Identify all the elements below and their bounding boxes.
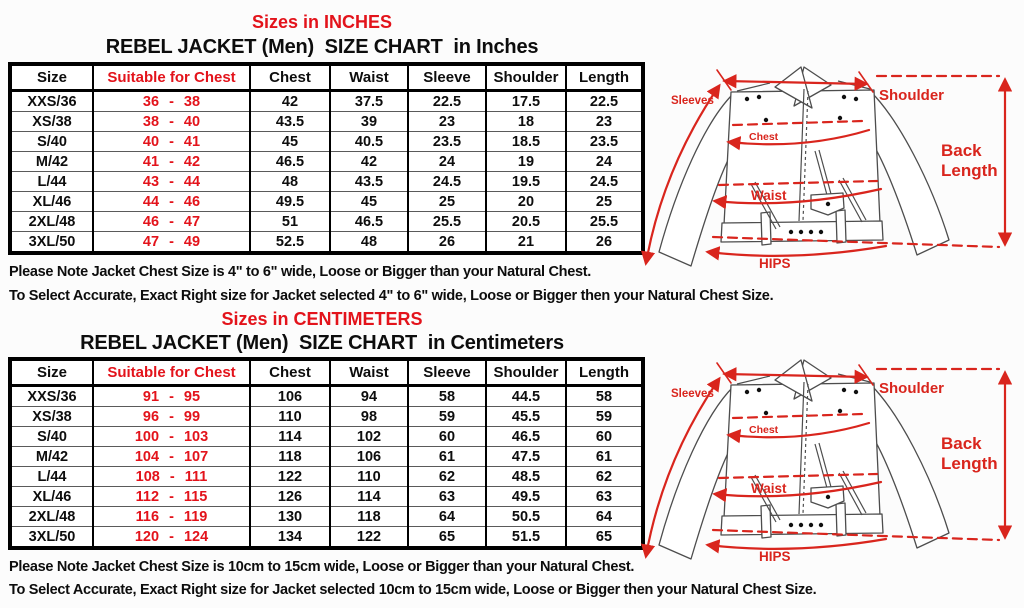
value-cell: 58 [408,386,486,407]
note-centimeters-2: To Select Accurate, Exact Right size for Jacket selected 10cm to 15cm wide, Loose or Bigger then your Natural Chest Size. [9,582,817,598]
value-cell: 45 [250,132,330,152]
value-cell: 110 [250,407,330,427]
value-cell: 46.5 [250,152,330,172]
value-cell: 39 [330,112,408,132]
column-header: Size [10,64,93,91]
value-cell: 42 [250,91,330,112]
chest-range-cell: 96 - 99 [93,407,250,427]
value-cell: 43.5 [250,112,330,132]
column-header: Sleeve [408,64,486,91]
chest-range-cell: 41 - 42 [93,152,250,172]
value-cell: 63 [408,487,486,507]
value-cell: 49.5 [486,487,566,507]
value-cell: 48 [250,172,330,192]
value-cell: 37.5 [330,91,408,112]
size-cell: XS/38 [10,407,93,427]
table-title-inches: REBEL JACKET (Men) SIZE CHART in Inches [105,36,539,58]
value-cell: 22.5 [566,91,643,112]
value-cell: 59 [408,407,486,427]
table-row [10,132,643,152]
section-heading-inches: Sizes in INCHES [251,12,393,32]
size-cell: L/44 [10,467,93,487]
chest-range-cell: 108 - 111 [93,467,250,487]
value-cell: 23 [566,112,643,132]
value-cell: 47.5 [486,447,566,467]
value-cell: 130 [250,507,330,527]
value-cell: 59 [566,407,643,427]
value-cell: 61 [566,447,643,467]
value-cell: 21 [486,232,566,254]
value-cell: 122 [330,527,408,549]
value-cell: 126 [250,487,330,507]
value-cell: 18.5 [486,132,566,152]
value-cell: 17.5 [486,91,566,112]
value-cell: 23 [408,112,486,132]
chest-range-cell: 120 - 124 [93,527,250,549]
size-cell: 2XL/48 [10,212,93,232]
chest-range-cell: 36 - 38 [93,91,250,112]
note-inches-1: Please Note Jacket Chest Size is 4" to 6" wide, Loose or Bigger than your Natural Chest. [9,264,592,280]
chest-range-cell: 116 - 119 [93,507,250,527]
table-row [10,447,643,467]
value-cell: 65 [566,527,643,549]
size-cell: M/42 [10,152,93,172]
size-cell: 3XL/50 [10,527,93,549]
column-header: Chest [250,64,330,91]
value-cell: 24.5 [566,172,643,192]
size-cell: L/44 [10,172,93,192]
chest-range-cell: 91 - 95 [93,386,250,407]
value-cell: 63 [566,487,643,507]
value-cell: 50.5 [486,507,566,527]
value-cell: 44.5 [486,386,566,407]
value-cell: 118 [330,507,408,527]
value-cell: 52.5 [250,232,330,254]
table-title-centimeters: REBEL JACKET (Men) SIZE CHART in Centimeters [80,332,564,354]
table-row [10,172,643,192]
value-cell: 45 [330,192,408,212]
value-cell: 48.5 [486,467,566,487]
table-row [10,112,643,132]
value-cell: 25 [408,192,486,212]
table-row [10,386,643,407]
table-row [10,507,643,527]
value-cell: 24 [566,152,643,172]
size-table-centimeters [8,357,645,550]
value-cell: 114 [250,427,330,447]
value-cell: 110 [330,467,408,487]
value-cell: 62 [408,467,486,487]
value-cell: 45.5 [486,407,566,427]
chest-range-cell: 43 - 44 [93,172,250,192]
value-cell: 114 [330,487,408,507]
section-heading-centimeters: Sizes in CENTIMETERS [221,309,423,329]
value-cell: 98 [330,407,408,427]
size-cell: XXS/36 [10,91,93,112]
value-cell: 51 [250,212,330,232]
size-cell: M/42 [10,447,93,467]
value-cell: 102 [330,427,408,447]
value-cell: 134 [250,527,330,549]
table-row [10,212,643,232]
chest-range-cell: 40 - 41 [93,132,250,152]
size-cell: 3XL/50 [10,232,93,254]
table-row [10,467,643,487]
value-cell: 25.5 [408,212,486,232]
value-cell: 22.5 [408,91,486,112]
value-cell: 118 [250,447,330,467]
value-cell: 64 [408,507,486,527]
value-cell: 24 [408,152,486,172]
value-cell: 106 [250,386,330,407]
value-cell: 20 [486,192,566,212]
value-cell: 19 [486,152,566,172]
value-cell: 42 [330,152,408,172]
header-row [10,359,643,386]
size-cell: XS/38 [10,112,93,132]
value-cell: 94 [330,386,408,407]
chest-range-cell: 100 - 103 [93,427,250,447]
size-cell: XL/46 [10,487,93,507]
chest-range-cell: 104 - 107 [93,447,250,467]
value-cell: 46.5 [486,427,566,447]
value-cell: 46.5 [330,212,408,232]
value-cell: 65 [408,527,486,549]
column-header: Length [566,64,643,91]
table-row [10,91,643,112]
value-cell: 62 [566,467,643,487]
table-row [10,427,643,447]
value-cell: 23.5 [566,132,643,152]
value-cell: 51.5 [486,527,566,549]
value-cell: 26 [566,232,643,254]
value-cell: 61 [408,447,486,467]
column-header: Suitable for Chest [93,64,250,91]
value-cell: 20.5 [486,212,566,232]
note-inches-2: To Select Accurate, Exact Right size for Jacket selected 4" to 6" wide, Loose or Bigger then your Natural Chest Size. [9,288,774,304]
value-cell: 25 [566,192,643,212]
value-cell: 122 [250,467,330,487]
column-header: Length [566,359,643,386]
size-cell: XXS/36 [10,386,93,407]
value-cell: 64 [566,507,643,527]
size-cell: S/40 [10,132,93,152]
column-header: Shoulder [486,64,566,91]
chest-range-cell: 112 - 115 [93,487,250,507]
table-row [10,407,643,427]
chest-range-cell: 44 - 46 [93,192,250,212]
header-row [10,64,643,91]
jacket-measurement-diagram-inches [643,56,1021,278]
value-cell: 18 [486,112,566,132]
value-cell: 58 [566,386,643,407]
jacket-measurement-diagram-centimeters [643,349,1021,571]
chest-range-cell: 47 - 49 [93,232,250,254]
column-header: Sleeve [408,359,486,386]
value-cell: 60 [566,427,643,447]
size-table-inches [8,62,645,255]
chest-range-cell: 46 - 47 [93,212,250,232]
table-row [10,192,643,212]
value-cell: 106 [330,447,408,467]
column-header: Chest [250,359,330,386]
value-cell: 60 [408,427,486,447]
column-header: Shoulder [486,359,566,386]
value-cell: 43.5 [330,172,408,192]
column-header: Waist [330,64,408,91]
value-cell: 25.5 [566,212,643,232]
value-cell: 48 [330,232,408,254]
value-cell: 23.5 [408,132,486,152]
value-cell: 49.5 [250,192,330,212]
size-cell: S/40 [10,427,93,447]
value-cell: 26 [408,232,486,254]
table-row [10,527,643,549]
size-cell: XL/46 [10,192,93,212]
value-cell: 40.5 [330,132,408,152]
column-header: Size [10,359,93,386]
size-cell: 2XL/48 [10,507,93,527]
table-row [10,152,643,172]
value-cell: 24.5 [408,172,486,192]
column-header: Waist [330,359,408,386]
value-cell: 19.5 [486,172,566,192]
table-row [10,487,643,507]
note-centimeters-1: Please Note Jacket Chest Size is 10cm to 15cm wide, Loose or Bigger than your Natural Chest. [9,559,635,575]
chest-range-cell: 38 - 40 [93,112,250,132]
column-header: Suitable for Chest [93,359,250,386]
table-row [10,232,643,254]
